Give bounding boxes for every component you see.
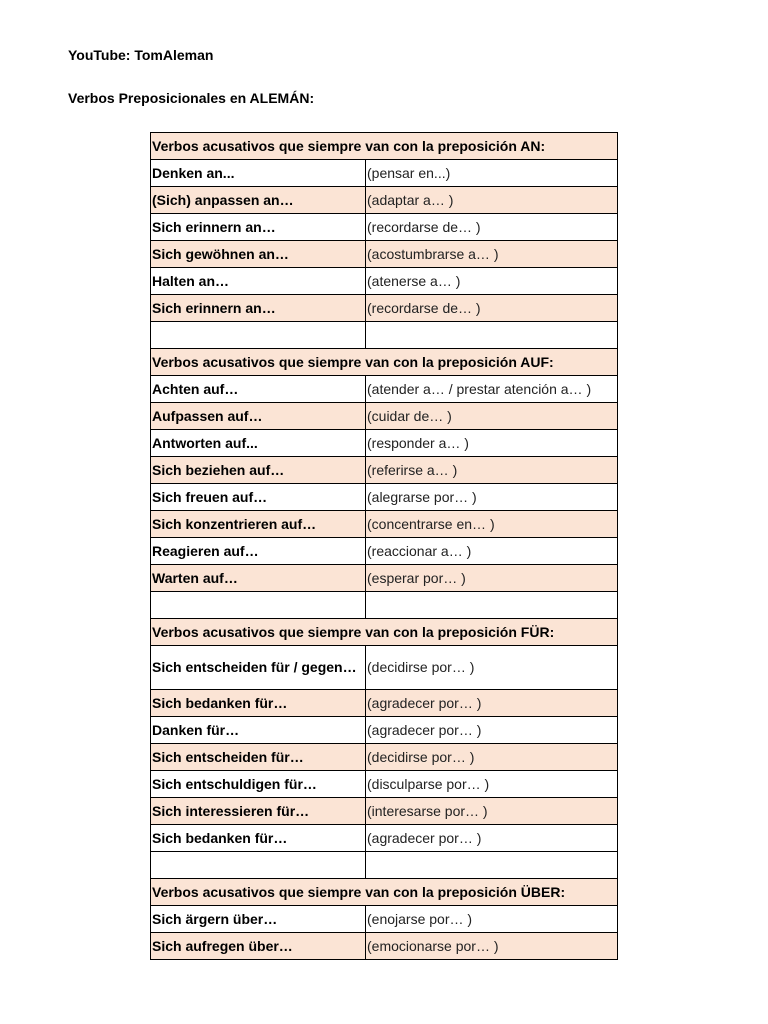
translation-cell: (adaptar a… )	[366, 187, 618, 214]
translation-cell: (agradecer por… )	[366, 717, 618, 744]
verb-row	[151, 538, 618, 565]
verb-row	[151, 933, 618, 960]
verb-row	[151, 160, 618, 187]
verb-row	[151, 798, 618, 825]
verb-row	[151, 744, 618, 771]
verb-row	[151, 646, 618, 690]
section-heading: Verbos acusativos que siempre van con la preposición AN:	[151, 133, 618, 160]
verb-cell: Danken für…	[151, 717, 366, 744]
verb-row	[151, 511, 618, 538]
verb-row	[151, 187, 618, 214]
verb-cell: Aufpassen auf…	[151, 403, 366, 430]
verb-row	[151, 484, 618, 511]
section-heading: Verbos acusativos que siempre van con la preposición FÜR:	[151, 619, 618, 646]
verb-cell: Sich bedanken für…	[151, 690, 366, 717]
verb-row	[151, 268, 618, 295]
translation-cell: (pensar en...)	[366, 160, 618, 187]
verb-row	[151, 430, 618, 457]
verb-cell: Denken an...	[151, 160, 366, 187]
verb-row	[151, 214, 618, 241]
verb-row	[151, 690, 618, 717]
verb-cell: Sich konzentrieren auf…	[151, 511, 366, 538]
verb-cell: Sich entschuldigen für…	[151, 771, 366, 798]
verb-cell: Sich freuen auf…	[151, 484, 366, 511]
translation-cell: (referirse a… )	[366, 457, 618, 484]
verb-row	[151, 376, 618, 403]
section-heading: Verbos acusativos que siempre van con la preposición ÜBER:	[151, 879, 618, 906]
translation-cell: (agradecer por… )	[366, 690, 618, 717]
empty-cell	[151, 322, 366, 349]
verb-cell: Warten auf…	[151, 565, 366, 592]
translation-cell: (recordarse de… )	[366, 214, 618, 241]
verb-cell: Sich aufregen über…	[151, 933, 366, 960]
verb-cell: (Sich) anpassen an…	[151, 187, 366, 214]
verb-row	[151, 825, 618, 852]
translation-cell: (emocionarse por… )	[366, 933, 618, 960]
empty-cell	[366, 592, 618, 619]
translation-cell: (decidirse por… )	[366, 646, 618, 690]
section-heading-row	[151, 619, 618, 646]
translation-cell: (interesarse por… )	[366, 798, 618, 825]
translation-cell: (atenerse a… )	[366, 268, 618, 295]
translation-cell: (disculparse por… )	[366, 771, 618, 798]
empty-cell	[366, 322, 618, 349]
verb-cell: Sich bedanken für…	[151, 825, 366, 852]
empty-cell	[151, 592, 366, 619]
verb-cell: Sich beziehen auf…	[151, 457, 366, 484]
verb-cell: Antworten auf...	[151, 430, 366, 457]
verb-row	[151, 717, 618, 744]
verb-cell: Achten auf…	[151, 376, 366, 403]
spacer-row	[151, 852, 618, 879]
verb-row	[151, 771, 618, 798]
empty-cell	[366, 852, 618, 879]
translation-cell: (alegrarse por… )	[366, 484, 618, 511]
verbs-table-body	[151, 133, 618, 960]
empty-cell	[151, 852, 366, 879]
verb-row	[151, 906, 618, 933]
verb-row	[151, 241, 618, 268]
verbs-table	[150, 132, 618, 960]
verb-cell: Halten an…	[151, 268, 366, 295]
document-title: Verbos Preposicionales en ALEMÁN:	[68, 90, 315, 106]
section-heading-row	[151, 879, 618, 906]
translation-cell: (concentrarse en… )	[366, 511, 618, 538]
verb-cell: Sich entscheiden für / gegen…	[151, 646, 366, 690]
translation-cell: (recordarse de… )	[366, 295, 618, 322]
verb-row	[151, 457, 618, 484]
section-heading-row	[151, 133, 618, 160]
translation-cell: (decidirse por… )	[366, 744, 618, 771]
verb-row	[151, 403, 618, 430]
translation-cell: (responder a… )	[366, 430, 618, 457]
verb-cell: Sich entscheiden für…	[151, 744, 366, 771]
verb-row	[151, 565, 618, 592]
spacer-row	[151, 592, 618, 619]
verb-cell: Sich erinnern an…	[151, 214, 366, 241]
section-heading: Verbos acusativos que siempre van con la preposición AUF:	[151, 349, 618, 376]
verb-cell: Reagieren auf…	[151, 538, 366, 565]
verb-cell: Sich gewöhnen an…	[151, 241, 366, 268]
spacer-row	[151, 322, 618, 349]
section-heading-row	[151, 349, 618, 376]
verb-row	[151, 295, 618, 322]
translation-cell: (agradecer por… )	[366, 825, 618, 852]
translation-cell: (cuidar de… )	[366, 403, 618, 430]
verb-cell: Sich ärgern über…	[151, 906, 366, 933]
translation-cell: (acostumbrarse a… )	[366, 241, 618, 268]
translation-cell: (reaccionar a… )	[366, 538, 618, 565]
translation-cell: (enojarse por… )	[366, 906, 618, 933]
translation-cell: (atender a… / prestar atención a… )	[366, 376, 618, 403]
translation-cell: (esperar por… )	[366, 565, 618, 592]
verb-cell: Sich erinnern an…	[151, 295, 366, 322]
youtube-channel-label: YouTube: TomAleman	[68, 47, 214, 63]
verb-cell: Sich interessieren für…	[151, 798, 366, 825]
